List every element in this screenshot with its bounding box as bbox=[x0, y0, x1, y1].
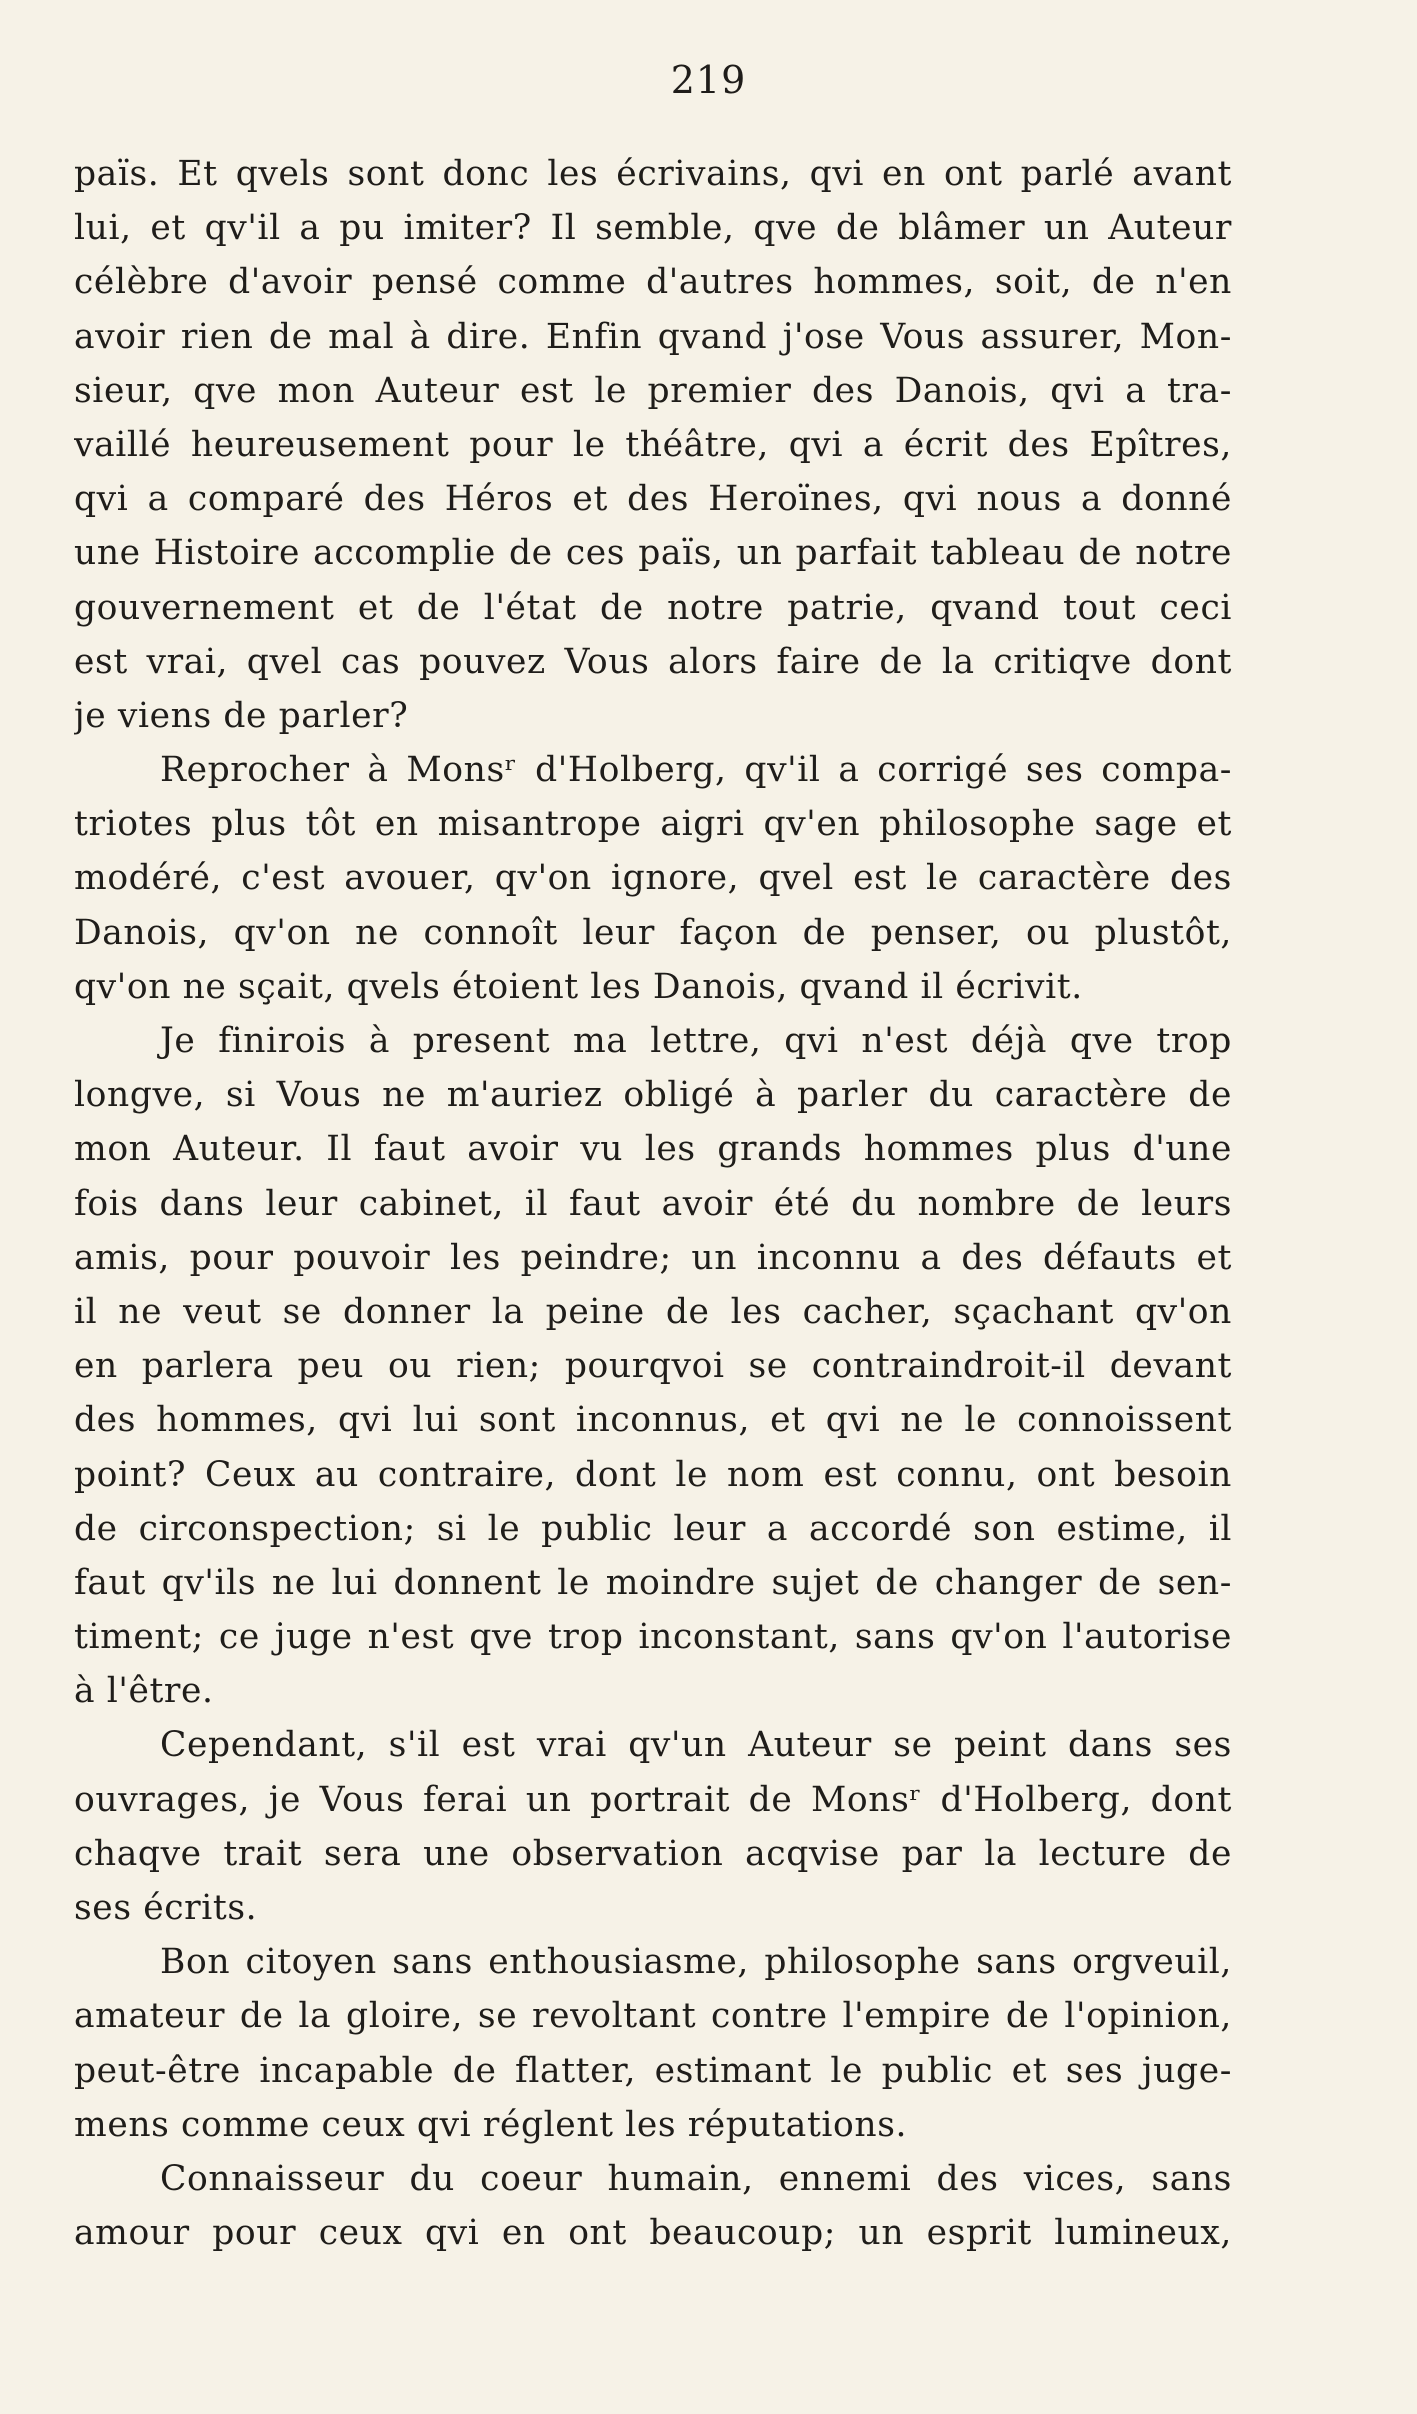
text-line: peut-être incapable de flatter, estimant le public et ses juge- bbox=[74, 2050, 1232, 2091]
text-line: chaqve trait sera une observation acqvise par la lecture de bbox=[74, 1833, 1232, 1874]
text-line: sieur, qve mon Auteur est le premier des Danois, qvi a tra- bbox=[74, 370, 1232, 411]
text-line: en parlera peu ou rien; pourqvoi se contraindroit-il devant bbox=[74, 1346, 1232, 1387]
text-line: mon Auteur. Il faut avoir vu les grands hommes plus d'une bbox=[74, 1129, 1232, 1170]
text-line: mens comme ceux qvi réglent les réputations. bbox=[74, 2104, 908, 2145]
text-line: est vrai, qvel cas pouvez Vous alors faire de la critiqve dont bbox=[74, 641, 1232, 682]
text-line: modéré, c'est avouer, qv'on ignore, qvel est le caractère des bbox=[74, 858, 1232, 899]
text-line: qvi a comparé des Héros et des Heroïnes, qvi nous a donné bbox=[74, 479, 1232, 520]
text-line: faut qv'ils ne lui donnent le moindre sujet de changer de sen- bbox=[74, 1562, 1232, 1603]
text-line: triotes plus tôt en misantrope aigri qv'en philosophe sage et bbox=[74, 804, 1232, 845]
text-line: à l'être. bbox=[74, 1671, 214, 1712]
body-text bbox=[74, 147, 1232, 2260]
text-line: Danois, qv'on ne connoît leur façon de penser, ou plustôt, bbox=[74, 912, 1232, 953]
text-line: Cependant, s'il est vrai qv'un Auteur se peint dans ses bbox=[160, 1725, 1232, 1766]
text-line: qv'on ne sçait, qvels étoient les Danois, qvand il écrivit. bbox=[74, 966, 1083, 1007]
text-line: Je finirois à present ma lettre, qvi n'est déjà qve trop bbox=[160, 1021, 1232, 1061]
text-line: une Histoire accomplie de ces païs, un parfait tableau de notre bbox=[74, 533, 1232, 574]
text-line: païs. Et qvels sont donc les écrivains, qvi en ont parlé avant bbox=[74, 154, 1232, 194]
text-line: amis, pour pouvoir les peindre; un inconnu a des défauts et bbox=[74, 1237, 1232, 1278]
text-line: Bon citoyen sans enthousiasme, philosophe sans orgveuil, bbox=[160, 1942, 1232, 1983]
text-line: longve, si Vous ne m'auriez obligé à parler du caractère de bbox=[74, 1075, 1232, 1116]
text-line: amateur de la gloire, se revoltant contre l'empire de l'opinion, bbox=[74, 1996, 1232, 2037]
text-line: je viens de parler? bbox=[74, 695, 409, 736]
page-number: 219 bbox=[670, 58, 747, 102]
text-line: ouvrages, je Vous ferai un portrait de Monsʳ d'Holberg, dont bbox=[74, 1779, 1232, 1820]
text-line: vaillé heureusement pour le théâtre, qvi a écrit des Epîtres, bbox=[74, 424, 1232, 465]
text-line: il ne veut se donner la peine de les cacher, sçachant qv'on bbox=[74, 1291, 1232, 1332]
text-line: gouvernement et de l'état de notre patrie, qvand tout ceci bbox=[74, 587, 1232, 628]
text-line: célèbre d'avoir pensé comme d'autres hommes, soit, de n'en bbox=[74, 262, 1232, 303]
text-line: des hommes, qvi lui sont inconnus, et qvi ne le connoissent bbox=[74, 1400, 1232, 1441]
text-line: avoir rien de mal à dire. Enfin qvand j'ose Vous assurer, Mon- bbox=[74, 316, 1232, 357]
text-line: amour pour ceux qvi en ont beaucoup; un esprit lumineux, bbox=[74, 2213, 1232, 2254]
text-line: Connaisseur du coeur humain, ennemi des vices, sans bbox=[160, 2158, 1232, 2199]
text-line: Reprocher à Monsʳ d'Holberg, qv'il a corrigé ses compa- bbox=[160, 750, 1232, 791]
text-line: lui, et qv'il a pu imiter? Il semble, qve de blâmer un Auteur bbox=[74, 208, 1232, 249]
text-line: timent; ce juge n'est qve trop inconstant, sans qv'on l'autorise bbox=[74, 1617, 1232, 1658]
text-line: fois dans leur cabinet, il faut avoir été du nombre de leurs bbox=[74, 1183, 1232, 1224]
text-line: ses écrits. bbox=[74, 1888, 258, 1928]
text-line: point? Ceux au contraire, dont le nom est connu, ont besoin bbox=[74, 1454, 1232, 1495]
text-line: de circonspection; si le public leur a accordé son estime, il bbox=[74, 1508, 1232, 1549]
